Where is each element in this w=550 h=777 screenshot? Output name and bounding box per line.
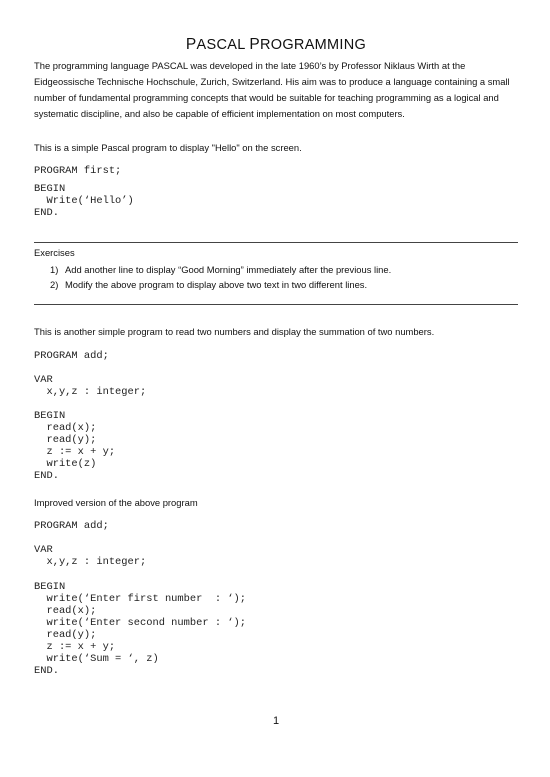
code-program-add2-header: PROGRAM add;	[34, 520, 109, 532]
code-program-first-body: BEGIN Write(‘Hello’) END.	[34, 183, 134, 219]
exercises-title: Exercises	[34, 247, 75, 258]
exercise-text: Add another line to display “Good Morning” immediately after the previous line.	[65, 264, 392, 275]
title-rest-2: ROGRAMMING	[260, 37, 367, 53]
exercise-text: Modify the above program to display above two text in two different lines.	[65, 278, 368, 290]
exercise-item	[50, 263, 391, 278]
code-program-add2-body: BEGIN write(‘Enter first number : ‘); read(x); write(‘Enter second number : ‘); read(y); z := x + y; write(‘Sum = ‘, z) END.	[34, 581, 247, 677]
code-program-add-var: VAR x,y,z : integer;	[34, 374, 147, 398]
exercises-list	[50, 263, 391, 292]
exercise-number: 2)	[50, 278, 59, 290]
exercises-top-rule	[34, 242, 518, 243]
improved-intro-paragraph: Improved version of the above program	[34, 497, 198, 508]
title-rest-1: ASCAL	[196, 37, 250, 53]
code-program-add-body: BEGIN read(x); read(y); z := x + y; write(z) END.	[34, 410, 116, 482]
code-program-first-header: PROGRAM first;	[34, 165, 122, 177]
page-title	[34, 36, 518, 54]
hello-intro-paragraph: This is a simple Pascal program to display "Hello" on the screen.	[34, 142, 302, 153]
exercise-number: 1)	[50, 264, 59, 275]
page-number: 1	[272, 715, 280, 727]
code-program-add2-var: VAR x,y,z : integer;	[34, 544, 147, 568]
exercises-bottom-rule	[34, 304, 518, 305]
code-program-add-header: PROGRAM add;	[34, 350, 109, 362]
title-initial-2: P	[249, 36, 260, 53]
add-intro-paragraph: This is another simple program to read two numbers and display the summation of two numbers.	[34, 326, 435, 337]
title-initial-1: P	[185, 36, 197, 53]
intro-paragraph: The programming language PASCAL was developed in the late 1960’s by Professor Niklaus Wirth at the Eidgeossische Technische Hochschule, Zurich, Switzerland. His aim was to produce a language containing a small number of fundamental programming concepts that would be suitable for teaching programming as a logical and systematic discipline, and also be capable of efficient implementation on most computers.	[34, 60, 510, 119]
exercise-item	[50, 278, 391, 293]
